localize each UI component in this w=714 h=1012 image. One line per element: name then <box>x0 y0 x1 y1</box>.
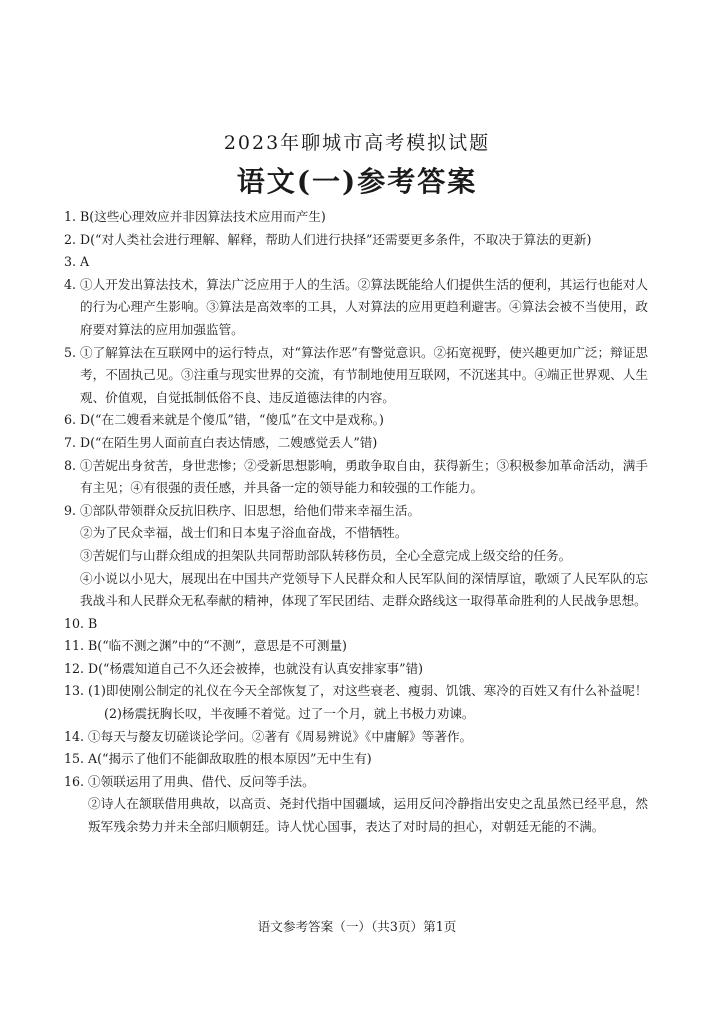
answer-number: 16. <box>64 773 89 789</box>
answer-text: A <box>80 254 90 270</box>
answer-number: 1. <box>64 209 81 224</box>
answer-number: 4. <box>64 276 81 292</box>
answer-point: ④小说以小见大，展现出在中国共产党领导下人民群众和人民军队间的深情厚谊，歌颂了人民军队的忘我战斗和人民群众无私奉献的精神，体现了军民团结、走群众路线这一取得革命胜利的人民战争思想。 <box>80 570 648 609</box>
answer-text: A(“揭示了他们不能御敌取胜的根本原因”无中生有) <box>88 751 372 767</box>
answer-text: D(“在二嫂看来就是个傻瓜”错，“傻瓜”在文中是戏称。) <box>80 412 384 428</box>
answer-item-10 <box>64 613 648 636</box>
answer-text: D(“对人类社会进行理解、解释，帮助人们进行抉择”还需要更多条件，不取决于算法的更新) <box>80 231 592 247</box>
answer-item-13 <box>64 680 648 725</box>
answer-subtitle: 语文(一)参考答案 <box>236 165 478 198</box>
answer-text <box>80 500 648 613</box>
answer-item-16 <box>64 771 648 839</box>
answer-point: ③苦妮们与山群众组成的担架队共同帮助部队转移伤员，全心全意完成上级交给的任务。 <box>80 547 572 563</box>
answer-point: (2)杨震抚胸长叹，半夜睡不着觉。过了一个月，就上书极力劝谏。 <box>104 706 475 722</box>
answer-text: ①人开发出算法技术，算法广泛应用于人的生活。②算法既能给人们提供生活的便利，其运行也能对人的行为心理产生影响。③算法是高效率的工具，人对算法的应用更趋利避害。④算法会被不当使用，政府要对算法的应用加强监管。 <box>80 276 648 337</box>
answer-item-3 <box>64 251 648 274</box>
answer-text: ①每天与嫠友切磋谈论学问。②著有《周易辨说》《中庸解》等著作。 <box>88 728 473 744</box>
answer-number: 5. <box>64 344 81 360</box>
answer-number: 15. <box>64 751 89 767</box>
answer-text: B <box>88 615 98 631</box>
answer-text: B(“临不测之渊”中的“不测”，意思是不可测量) <box>88 638 347 654</box>
answer-item-7 <box>64 432 648 455</box>
answer-text: ①苦妮出身贫苦，身世悲惨；②受新思想影响，勇敢争取自由，获得新生；③积极参加革命活动，满手有主见；④有很强的责任感，并具备一定的领导能力和较强的工作能力。 <box>80 457 648 496</box>
answer-text <box>88 680 648 725</box>
answer-item-9 <box>64 500 648 613</box>
answer-item-2 <box>64 229 648 252</box>
answer-number: 10. <box>64 615 89 631</box>
answer-item-14 <box>64 726 648 749</box>
answer-number: 14. <box>64 728 89 744</box>
answer-point: ①部队带领群众反抗旧秩序、旧思想，给他们带来幸福生活。 <box>80 502 421 518</box>
answer-item-12 <box>64 658 648 681</box>
answer-point: (1)即使刚公制定的礼仪在今天全部恢复了，对这些衰老、瘦弱、饥饿、寒冷的百姓又有什么补益呢！ <box>88 683 648 699</box>
answer-number: 9. <box>64 502 81 518</box>
answer-text: D(“杨震知道自己不久还会被捧，也就没有认真安排家事”错) <box>88 660 424 676</box>
answer-point: ②诗人在颔联借用典故，以高贡、尧封代指中国疆域，运用反问冷静指出安史之乱虽然已经平息，然叛军残余势力并未全部归顺朝廷。诗人忧心国事，表达了对时局的担心，对朝廷无能的不满。 <box>88 796 648 835</box>
answer-item-5 <box>64 342 648 410</box>
answer-item-6 <box>64 409 648 432</box>
answer-item-11 <box>64 635 648 658</box>
answer-number: 2. <box>64 231 81 247</box>
answer-number: 8. <box>64 457 81 473</box>
answer-number: 7. <box>64 434 81 450</box>
answer-number: 13. <box>64 683 89 699</box>
answer-point: ②为了民众幸福，战士们和日本鬼子浴血奋战，不惜牺牲。 <box>80 525 408 541</box>
page-footer: 语文参考答案（一）（共3页）第1页 <box>257 919 457 934</box>
answer-text: D(“在陌生男人面前直白表达情感，二嫂感觉丢人”错) <box>80 434 378 450</box>
answer-point: ①领联运用了用典、借代、反问等手法。 <box>88 773 315 789</box>
answer-list <box>64 206 648 839</box>
answer-item-4 <box>64 274 648 342</box>
answer-item-15 <box>64 748 648 771</box>
answer-text: B(这些心理效应并非因算法技术应用而产生) <box>80 209 326 224</box>
answer-text: ①了解算法在互联网中的运行特点，对“算法作恶”有警觉意识。②拓宽视野，使兴趣更加广泛；辩证思考，不固执己见。③注重与现实世界的交流，有节制地使用互联网，不沉迷其中。④端正世界观、人生观、价值观，自觉抵制低俗不良、违反道德法律的内容。 <box>80 344 648 405</box>
answer-number: 12. <box>64 660 89 676</box>
answer-item-1 <box>64 206 648 229</box>
answer-number: 3. <box>64 254 81 270</box>
answer-text <box>88 771 648 839</box>
answer-item-8 <box>64 455 648 500</box>
exam-title: 2023年聊城市高考模拟试题 <box>223 132 491 154</box>
answer-number: 6. <box>64 412 81 428</box>
answer-number: 11. <box>64 638 89 654</box>
